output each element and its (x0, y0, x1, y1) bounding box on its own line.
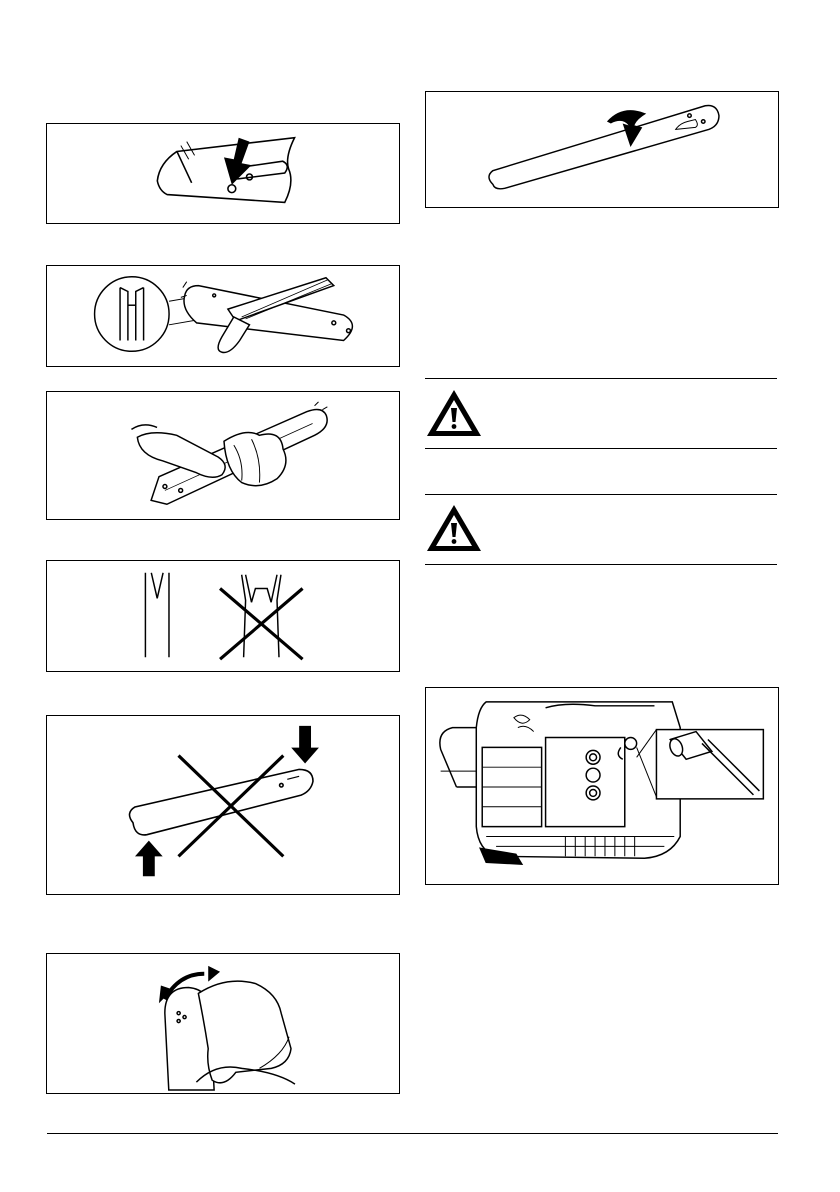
figure-rail-profile (46, 560, 400, 672)
chainsaw-underside-oil-pump-adjust-illustration (426, 688, 778, 884)
turn-bar-over-illustration (426, 92, 778, 207)
warning-rule-top (425, 378, 777, 379)
warning-rule-bottom (425, 448, 777, 449)
figure-chainsaw-oil-adjust (425, 687, 779, 885)
figure-bar-straightness (46, 715, 400, 895)
down-arrow-icon (291, 726, 319, 764)
gloved-hands-holding-bar-illustration (47, 392, 399, 519)
figure-bar-turn-over (425, 91, 779, 208)
guide-bar-lubrication-hole-illustration (47, 124, 399, 223)
file-bar-rail-illustration (47, 266, 399, 366)
figure-sprocket-nose-rotate (46, 953, 400, 1094)
bar-bent-incorrect-illustration (47, 716, 399, 894)
figure-gloved-hands-bar (46, 391, 400, 520)
up-arrow-icon (135, 841, 163, 877)
bar-nose-sprocket-rotate-illustration (47, 954, 399, 1093)
warning-triangle-icon (425, 388, 483, 443)
figure-file-bar-edge (46, 265, 400, 367)
warning-rule-bottom (425, 564, 777, 565)
warning-triangle-icon (425, 503, 483, 558)
rail-profile-correct-incorrect-illustration (47, 561, 399, 671)
figure-bar-hole-arrow (46, 123, 400, 224)
warning-rule-top (425, 494, 777, 495)
footer-rule (47, 1133, 778, 1134)
